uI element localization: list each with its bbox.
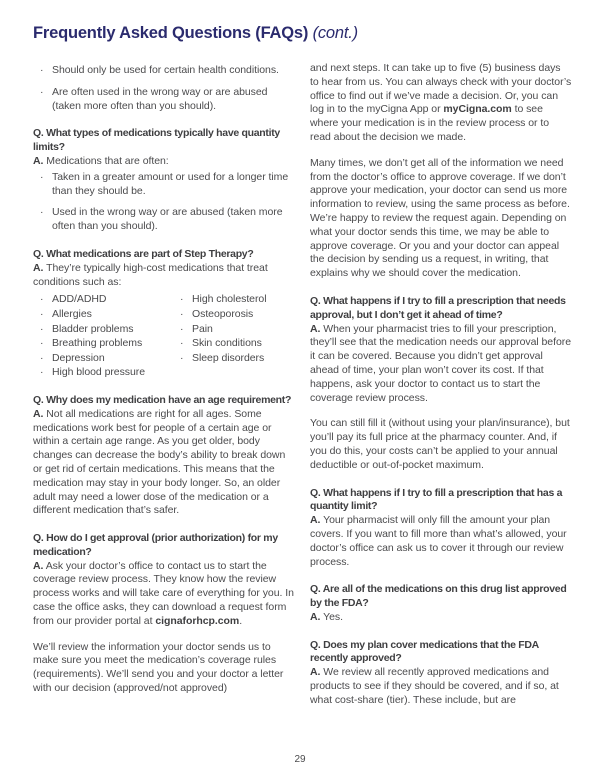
bullet-icon: · xyxy=(40,366,44,379)
paragraph-text: to see where your medication is in the review process or to read about the decision we made. xyxy=(310,103,550,143)
cignaforhcp-link: cignaforhcp.com xyxy=(155,614,240,627)
faq-item-fda-approved xyxy=(310,583,572,624)
bullet-icon: · xyxy=(180,351,184,364)
faq-answer xyxy=(310,323,572,406)
list-item-text: Bladder problems xyxy=(52,322,134,335)
faq-item-fill-needs-approval xyxy=(310,295,572,473)
list-item-text: Sleep disorders xyxy=(192,351,265,364)
bullet-icon: · xyxy=(40,206,44,219)
bullet-icon: · xyxy=(40,322,44,335)
faq-answer xyxy=(33,262,295,290)
list-item-text: Osteoporosis xyxy=(192,307,254,320)
answer-label: A. xyxy=(310,322,321,335)
page-title-cont: (cont.) xyxy=(312,24,358,42)
page-number: 29 xyxy=(294,754,306,765)
bullet-icon: · xyxy=(180,307,184,320)
faq-item-fill-quantity-limit xyxy=(310,487,572,570)
bullet-icon: · xyxy=(40,307,44,320)
faq-question: Q. What medications are part of Step Therapy? xyxy=(33,247,254,260)
list-item-text: High blood pressure xyxy=(52,366,146,379)
faq-question: Q. Are all of the medications on this drug list approved by the FDA? xyxy=(310,583,567,610)
paragraph-text: and next steps. It can take up to five (5) business days to hear from us. You can always check with your doctor’s office to find out if we’ve made a decision. Or, you can log in to the myCigna App or xyxy=(310,62,572,116)
list-item-text: Pain xyxy=(192,322,213,335)
faq-question: Q. What happens if I try to fill a prescription that needs approval, but I don’t get it ahead of time? xyxy=(310,294,566,321)
list-item-text: Are often used in the wrong way or are abused (taken more often than you should). xyxy=(52,85,268,112)
answer-text: Not all medications are right for all ages. Some medications work best for people of a certain age or within a certain age range. As you get older, body changes can decrease the body’s ability to break down or get rid of certain medications. This means that the medication may stay in your body longer. So, an older adult may need a lower dose of the medication or a different medication that’s safer. xyxy=(33,407,286,517)
list-item-text: Depression xyxy=(52,351,105,364)
mycigna-link: myCigna.com xyxy=(443,103,512,116)
conditions-column-1 xyxy=(33,292,173,380)
faq-question: Q. What happens if I try to fill a prescription that has a quantity limit? xyxy=(310,486,563,513)
list-item xyxy=(33,322,173,337)
answer-text: Your pharmacist will only fill the amount your plan covers. If you want to fill more than what’s allowed, your doctor’s office can ask us to cover it through our review process. xyxy=(310,514,567,568)
list-item xyxy=(33,336,173,351)
list-item xyxy=(33,307,173,322)
faq-answer xyxy=(33,560,295,629)
faq-question: Q. Why does my medication have an age requirement? xyxy=(33,393,292,406)
answer-label: A. xyxy=(33,407,44,420)
list-item xyxy=(33,206,295,234)
conditions-column-2 xyxy=(173,292,295,380)
answer-text: When your pharmacist tries to fill your prescription, they’ll see that the medication needs our approval before it can be covered. Because you didn’t get approval ahead of time, your plan won’t cover its cost. If that happens, ask your doctor to contact us to start the coverage review process. xyxy=(310,322,571,404)
answer-label: A. xyxy=(310,666,321,679)
faq-question: Q. What types of medications typically have quantity limits? xyxy=(33,127,280,154)
faq-answer xyxy=(33,408,295,518)
bullet-icon: · xyxy=(180,322,184,335)
list-item xyxy=(173,336,295,351)
conditions-columns xyxy=(33,292,295,380)
two-column-layout xyxy=(33,62,572,708)
left-column xyxy=(33,62,295,708)
list-item-text: Skin conditions xyxy=(192,337,262,350)
answer-text: They’re typically high-cost medications that treat conditions such as: xyxy=(33,261,268,288)
answer-label: A. xyxy=(310,514,321,527)
bullet-icon: · xyxy=(40,293,44,306)
list-item xyxy=(33,365,173,380)
right-column xyxy=(310,62,572,708)
faq-bullet-list xyxy=(33,171,295,234)
answer-text: Yes. xyxy=(320,610,343,623)
answer-text: Ask your doctor’s office to contact us to start the coverage review process. They know how the review process works and will take care of everything for you. In case the office asks, they can download a request form from our provider portal at xyxy=(33,559,294,627)
list-item-text: Used in the wrong way or are abused (taken more often than you should). xyxy=(52,206,283,233)
answer-label: A. xyxy=(33,154,44,167)
bullet-icon: · xyxy=(180,337,184,350)
list-item-text: High cholesterol xyxy=(192,293,267,306)
faq-item-age-requirement xyxy=(33,394,295,518)
answer-text: . xyxy=(239,614,243,627)
bullet-icon: · xyxy=(40,64,44,76)
list-item xyxy=(33,171,295,199)
faq-item-step-therapy xyxy=(33,248,295,380)
answer-text: We review all recently approved medications and products to see if they should be covered, and if so, at what cost-share (tier). These include, but are xyxy=(310,666,559,706)
faq-answer xyxy=(33,155,295,169)
list-item-text: Taken in a greater amount or used for a longer time than they should be. xyxy=(52,170,289,197)
answer-label: A. xyxy=(310,610,321,623)
answer-text: Medications that are often: xyxy=(43,154,169,167)
list-item xyxy=(173,351,295,366)
answer-label: A. xyxy=(33,559,44,572)
bullet-icon: · xyxy=(180,293,184,306)
bullet-icon: · xyxy=(40,170,44,183)
list-item xyxy=(173,322,295,337)
list-item xyxy=(173,292,295,307)
paragraph: We’ll review the information your doctor sends us to make sure you meet the medication’s coverage rules (requirements). We’ll send you and your doctor a letter with our decision (approved/not approved) xyxy=(33,640,284,695)
continuation-paragraph xyxy=(310,62,572,145)
list-item-text: Breathing problems xyxy=(52,337,143,350)
faq-question: Q. How do I get approval (prior authorization) for my medication? xyxy=(33,532,278,558)
list-item-text: ADD/ADHD xyxy=(52,293,107,306)
faq-item-prior-authorization xyxy=(33,532,295,696)
list-item xyxy=(33,351,173,366)
bullet-icon: · xyxy=(40,337,44,350)
faq-answer xyxy=(310,666,572,707)
paragraph: You can still fill it (without using your plan/insurance), but you’ll pay its full price at the pharmacy counter. And, if you do this, your costs can’t be applied to your annual deductible or out-of-pocket maximum. xyxy=(310,417,570,471)
faq-answer xyxy=(310,611,572,625)
faq-item-quantity-limits xyxy=(33,127,295,234)
intro-bullet-list xyxy=(33,64,295,113)
list-item-text: Should only be used for certain health conditions. xyxy=(52,64,279,76)
review-paragraph: Many times, we don’t get all of the information we need from the doctor’s office to approve coverage. If we don’t approve your medication, your doctor can send us more information to review, using the same process as before. We’re happy to review the request again. Depending on what your doctor sends this time, we may be able to approve coverage. Or you and your doctor can appeal the decision by sending us a request, in writing, that explains why we should cover the medication. xyxy=(310,156,570,280)
list-item xyxy=(33,64,295,78)
page-title xyxy=(33,24,572,43)
list-item-text: Allergies xyxy=(52,307,92,320)
list-item xyxy=(33,292,173,307)
faq-item-fda-recent xyxy=(310,639,572,708)
list-item xyxy=(33,86,295,114)
faq-answer xyxy=(310,514,572,569)
faq-question: Q. Does my plan cover medications that the FDA recently approved? xyxy=(310,638,539,665)
bullet-icon: · xyxy=(40,85,44,98)
answer-label: A. xyxy=(33,261,44,274)
bullet-icon: · xyxy=(40,351,44,364)
page-title-main: Frequently Asked Questions (FAQs) xyxy=(33,24,309,42)
list-item xyxy=(173,307,295,322)
